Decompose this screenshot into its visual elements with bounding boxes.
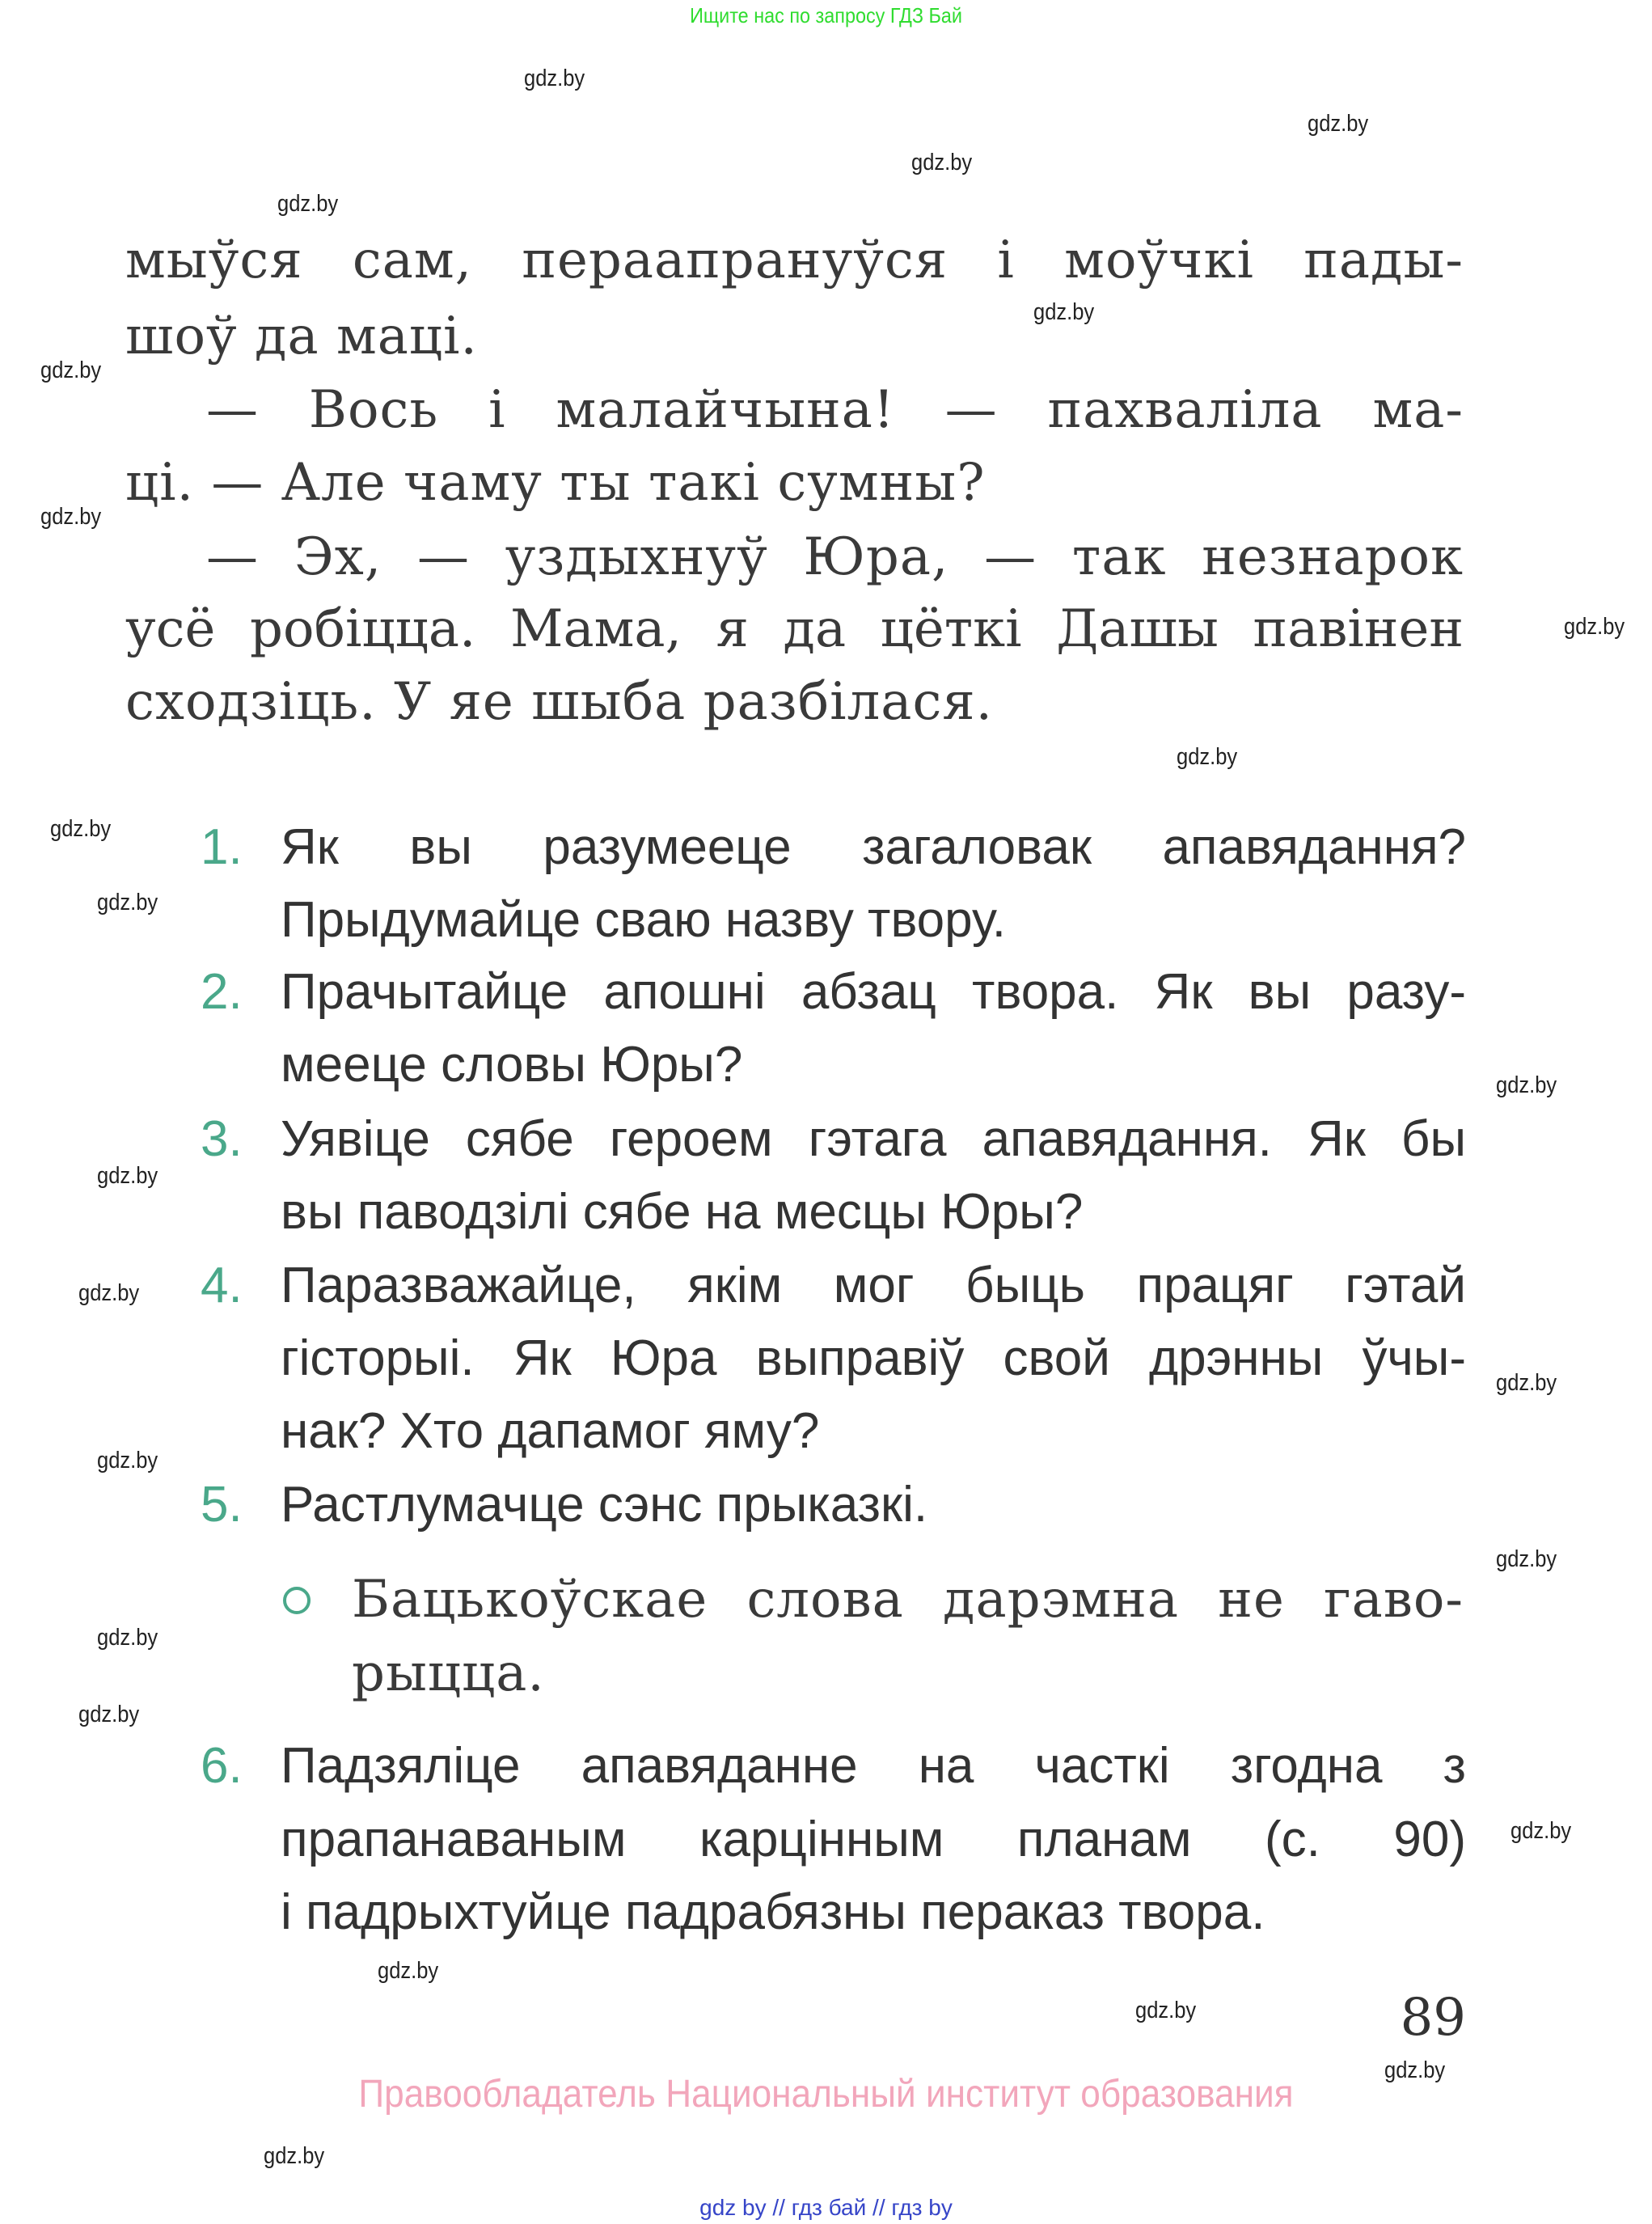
copyright-notice: Правообладатель Национальный институт образования [358,2073,1294,2116]
watermark: gdz.by [97,1163,158,1189]
question-line: Падзяліце апавяданне на часткі згодна з [281,1738,1466,1794]
question-number: 2. [201,964,243,1020]
watermark: gdz.by [40,357,102,383]
story-line: — Эх, — уздыхнуў Юра, — так незнарок [206,527,1464,587]
question-line: Прачытайце апошні абзац твора. Як вы разу- [281,964,1466,1020]
watermark: gdz.by [524,66,585,91]
watermark: gdz.by [40,504,102,530]
question-line: і падрыхтуйце падрабязны пераказ твора. [281,1884,1265,1940]
watermark: gdz.by [1496,1072,1557,1098]
watermark: gdz.by [1510,1818,1572,1844]
question-line: Як вы разумееце загаловак апавядання? [281,819,1466,875]
watermark: gdz.by [1308,111,1369,137]
watermark: gdz.by [50,816,112,842]
watermark: gdz.by [97,1448,158,1474]
proverb-line: рыцца. [352,1643,545,1703]
story-line: шоў да маці. [125,307,478,366]
page-number: 89 [1400,1988,1466,2048]
watermark: gdz.by [1135,1998,1197,2023]
question-line: гісторыі. Як Юра выправіў свой дрэнны ўчы- [281,1330,1466,1386]
watermark: gdz.by [97,890,158,915]
watermark: gdz.by [1033,299,1095,325]
question-line: Уявіце сябе героем гэтага апавядання. Як бы [281,1111,1466,1167]
watermark: gdz.by [97,1625,158,1651]
proverb-line: Бацькоўскае слова дарэмна не гаво- [352,1570,1464,1630]
question-line: Паразважайце, якім мог быць працяг гэтай [281,1258,1466,1313]
question-line: вы паводзілі сябе на месцы Юры? [281,1184,1084,1240]
story-line: — Вось і малайчына! — пахваліла ма- [206,380,1464,440]
bottom-links[interactable]: gdz by // гдз бай // гдз by [699,2195,953,2220]
question-number: 4. [201,1258,243,1313]
question-number: 3. [201,1111,243,1167]
story-line: сходзіць. У яе шыба разбілася. [125,672,993,732]
watermark: gdz.by [1496,1546,1557,1572]
watermark: gdz.by [277,191,339,217]
question-number: 6. [201,1738,243,1794]
question-number: 5. [201,1477,243,1533]
question-number: 1. [201,819,243,875]
search-hint: Ищите нас по запросу ГДЗ Бай [690,3,962,27]
question-line: Растлумачце сэнс прыказкі. [281,1477,928,1533]
question-line: прапанаваным карцінным планам (с. 90) [281,1812,1466,1867]
story-line: ці. — Але чаму ты такі сумны? [125,453,986,513]
question-line: нак? Хто дапамог яму? [281,1403,820,1459]
story-line: усё робіцца. Мама, я да цёткі Дашы павінен [125,599,1464,659]
watermark: gdz.by [1564,614,1625,640]
watermark: gdz.by [911,150,973,175]
watermark: gdz.by [78,1702,140,1727]
watermark: gdz.by [264,2143,325,2169]
story-line: мыўся сам, пераапрануўся і моўчкі пады- [125,230,1464,290]
watermark: gdz.by [78,1280,140,1306]
watermark: gdz.by [1496,1370,1557,1396]
watermark: gdz.by [1384,2057,1446,2083]
watermark: gdz.by [1177,744,1238,770]
question-line: мееце словы Юры? [281,1037,743,1093]
watermark: gdz.by [378,1958,439,1984]
circle-bullet-icon [283,1587,311,1614]
question-line: Прыдумайце сваю назву твору. [281,892,1006,948]
